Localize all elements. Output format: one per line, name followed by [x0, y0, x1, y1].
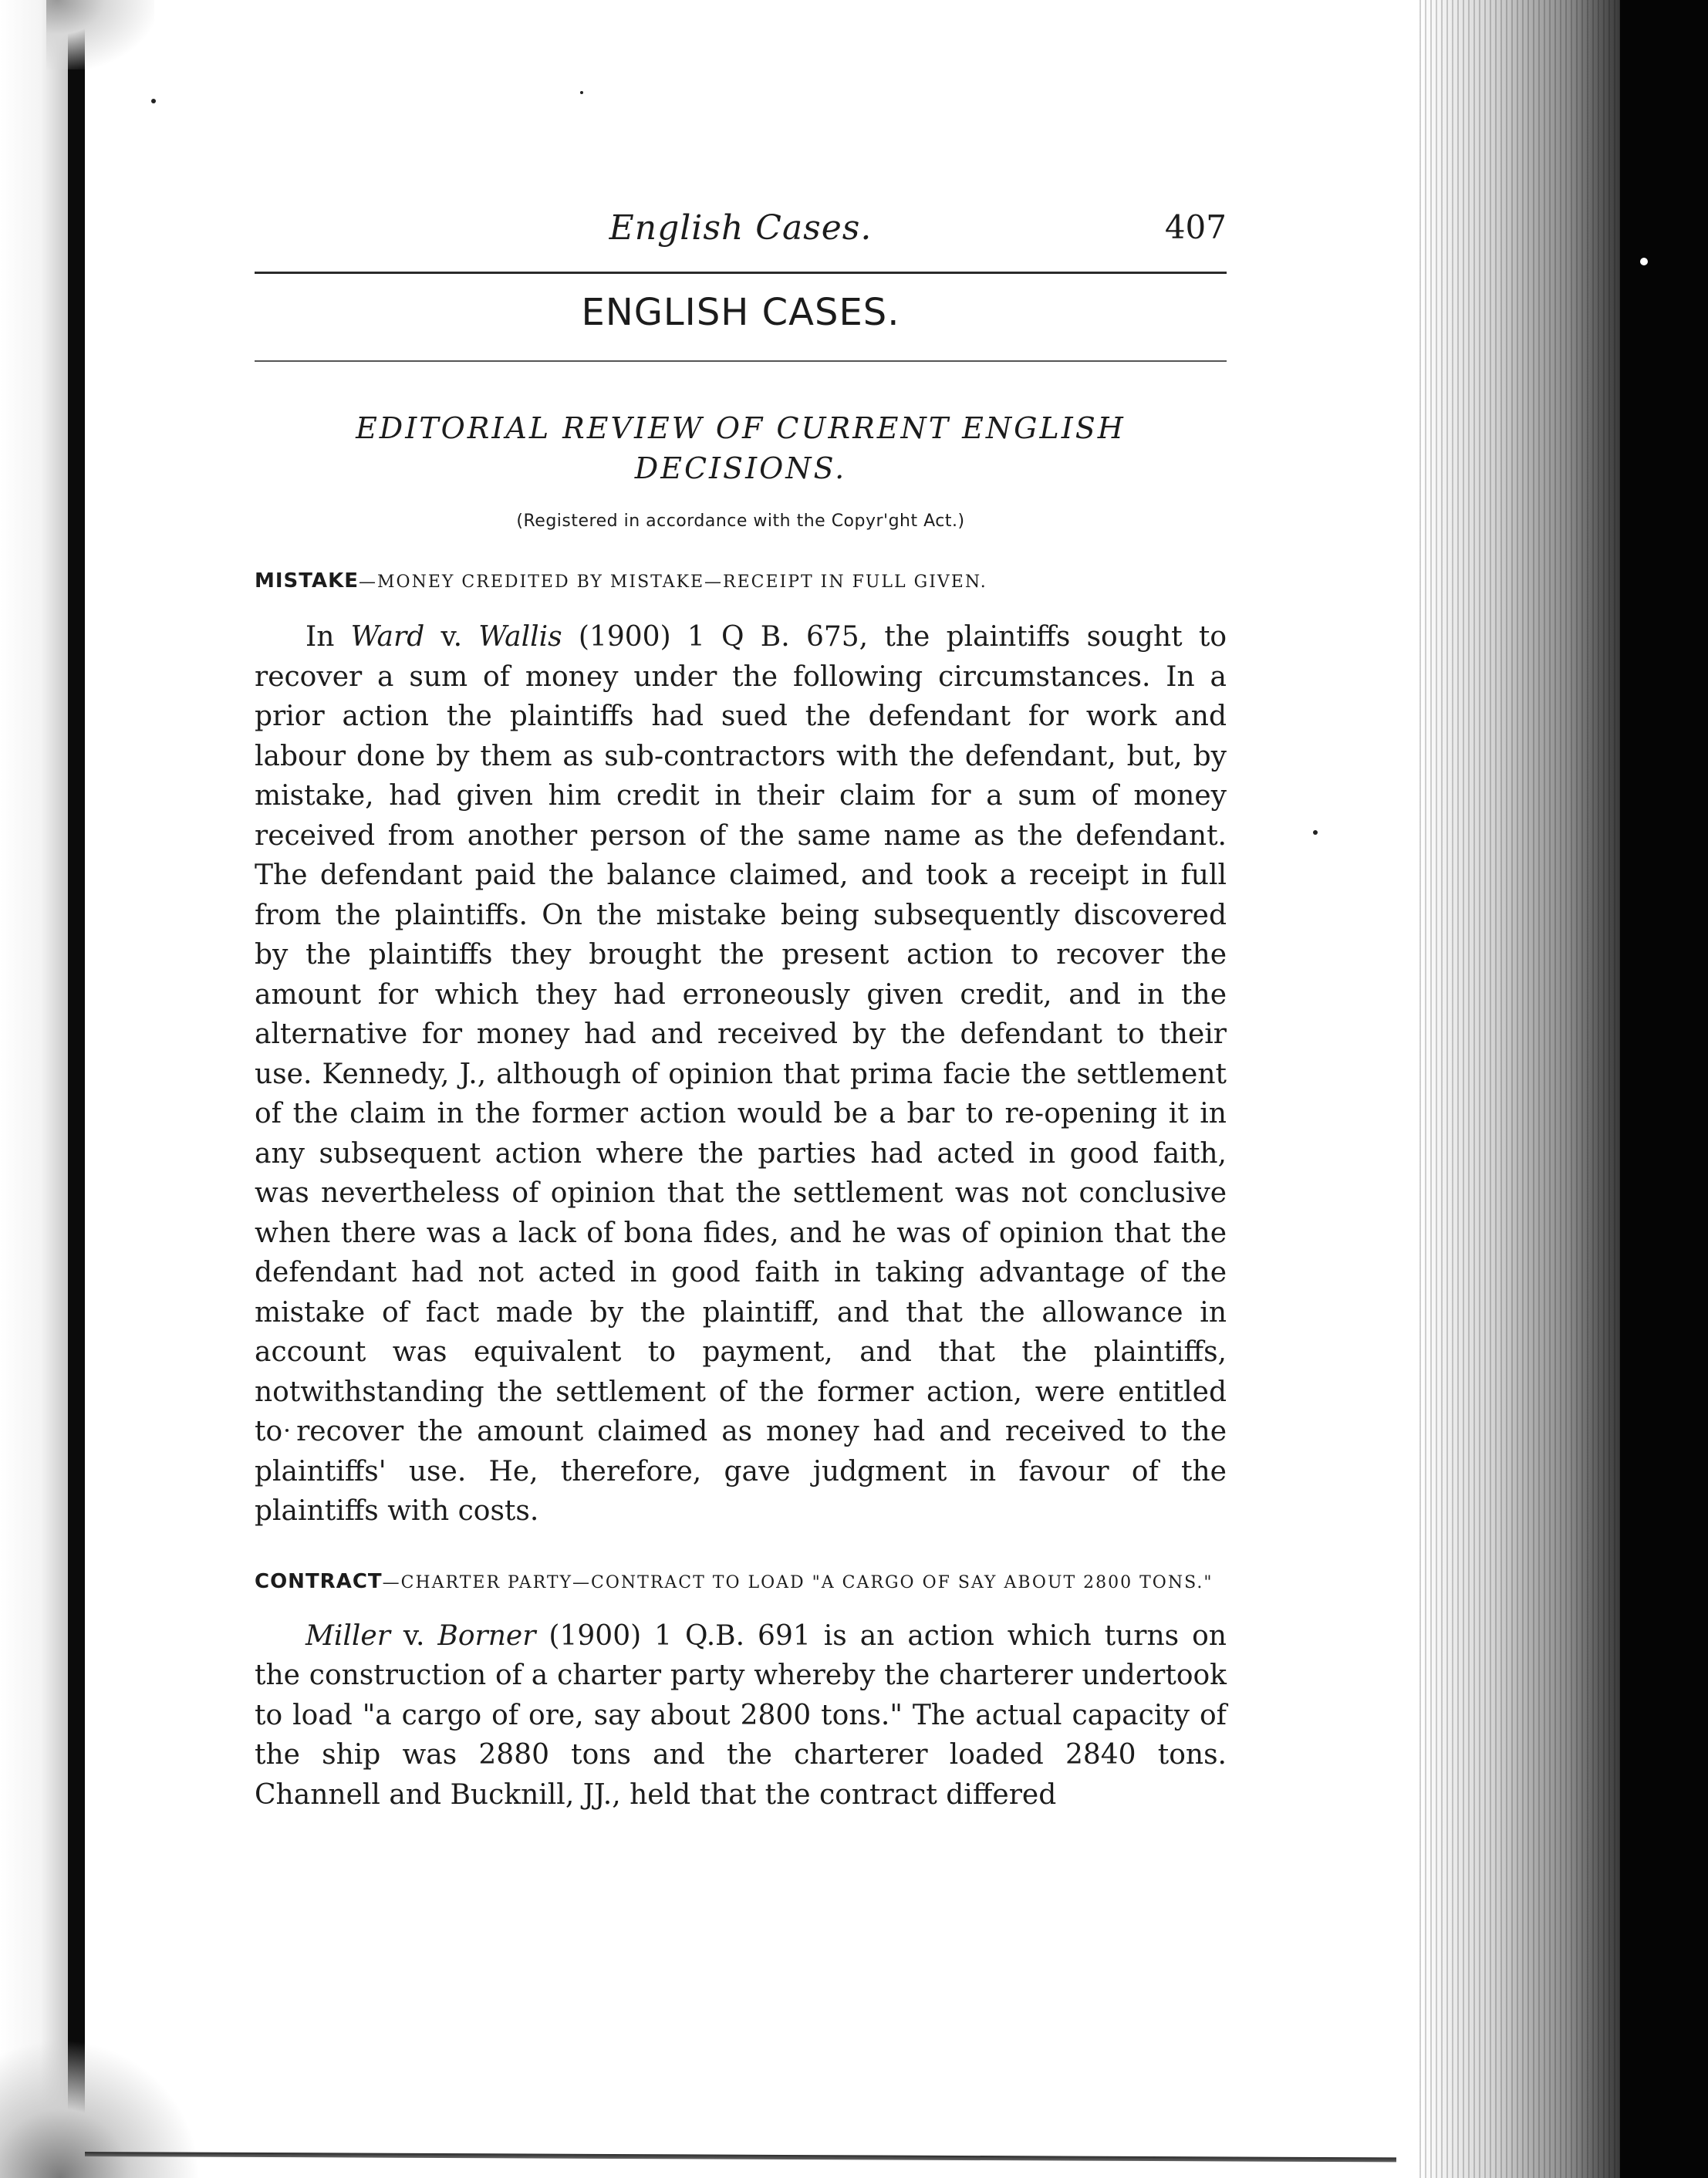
scan-bottom-corner-shadow: [0, 2039, 201, 2178]
review-title-line2: DECISIONS.: [634, 451, 847, 485]
case-keyword: CONTRACT: [255, 1569, 383, 1593]
running-head: [255, 208, 1227, 262]
case-paragraph-miller-v-borner: [255, 1616, 1227, 1815]
page-number: 407: [1164, 208, 1227, 246]
case-heading-mistake: [255, 568, 1227, 596]
scan-bottom-page-edge: [85, 2152, 1396, 2162]
page-content: [255, 208, 1227, 1842]
scan-top-corner-shadow: [46, 0, 154, 69]
header-rule: [255, 272, 1227, 274]
scan-left-shadow: [0, 0, 68, 2178]
scan-speck: [151, 99, 156, 103]
case-body: (1900) 1 Q.B. 691 is an action which turns on the construction of a charter party whereby the charterer undertook to load "a cargo of ore, say about 2800 tons." The actual capacity of the ship was 2880 tons and the charterer loaded 2840 tons. Channell and Bucknill, JJ., held that the contract differed: [255, 1619, 1227, 1811]
lead-word: In: [305, 621, 351, 653]
case-party-a: Miller: [305, 1619, 390, 1652]
versus: v.: [424, 621, 479, 653]
scan-right-black-margin: [1620, 0, 1708, 2178]
versus: v.: [390, 1619, 438, 1652]
case-party-a: Ward: [350, 621, 425, 653]
running-head-title: English Cases.: [609, 208, 873, 248]
case-subheading: —CHARTER PARTY—CONTRACT TO LOAD "A CARGO OF SAY ABOUT 2800 TONS.": [382, 1572, 1213, 1592]
scan-left-binding-edge: [68, 0, 85, 2178]
case-keyword: MISTAKE: [255, 569, 359, 593]
section-rule: [255, 360, 1227, 362]
review-title-line1: EDITORIAL REVIEW OF CURRENT ENGLISH: [356, 411, 1126, 445]
scan-right-gutter-noise: [1419, 0, 1620, 2178]
case-paragraph-ward-v-wallis: [255, 617, 1227, 1531]
case-heading-contract: [255, 1568, 1227, 1596]
review-title: [255, 408, 1227, 488]
case-party-b: Wallis: [478, 621, 562, 653]
copyright-note: (Registered in accordance with the Copyr'ght Act.): [516, 512, 965, 531]
case-body: (1900) 1 Q B. 675, the plaintiffs sought to recover a sum of money under the following circumstances. In a prior action the plaintiffs had sued the defendant for work and labour done by them as sub-contractors with the defendant, but, by mistake, had given him credit in their claim for a sum of money received from another person of the same name as the defendant. The defendant paid the balance claimed, and took a receipt in full from the plaintiffs. On the mistake being subsequently discovered by the plaintiffs they brought the present action to recover the amount for which they had erroneously given credit, and in the alternative for money had and received by the defendant to their use. Kennedy, J., although of opinion that prima facie the settlement of the claim in the former action would be a bar to re-opening it in any subsequent action where the parties had acted in good faith, was nevertheless of opinion that the settlement was not conclusive when there was a lack of bona fides, and he was of opinion that the defendant had not acted in good faith in taking advantage of the mistake of fact made by the plaintiff, and that the allowance in account was equivalent to payment, and that the plaintiffs, notwithstanding the settlement of the former action, were entitled to recover the amount claimed as money had and received to the plaintiffs' use. He, therefore, gave judgment in favour of the plaintiffs with costs.: [255, 621, 1227, 1527]
section-heading: ENGLISH CASES.: [581, 291, 900, 334]
scan-speck: [1640, 258, 1648, 265]
scan-speck: [580, 91, 583, 94]
case-party-b: Borner: [437, 1619, 536, 1652]
scan-speck: [1313, 830, 1318, 835]
case-subheading: —MONEY CREDITED BY MISTAKE—RECEIPT IN FULL GIVEN.: [359, 572, 987, 592]
